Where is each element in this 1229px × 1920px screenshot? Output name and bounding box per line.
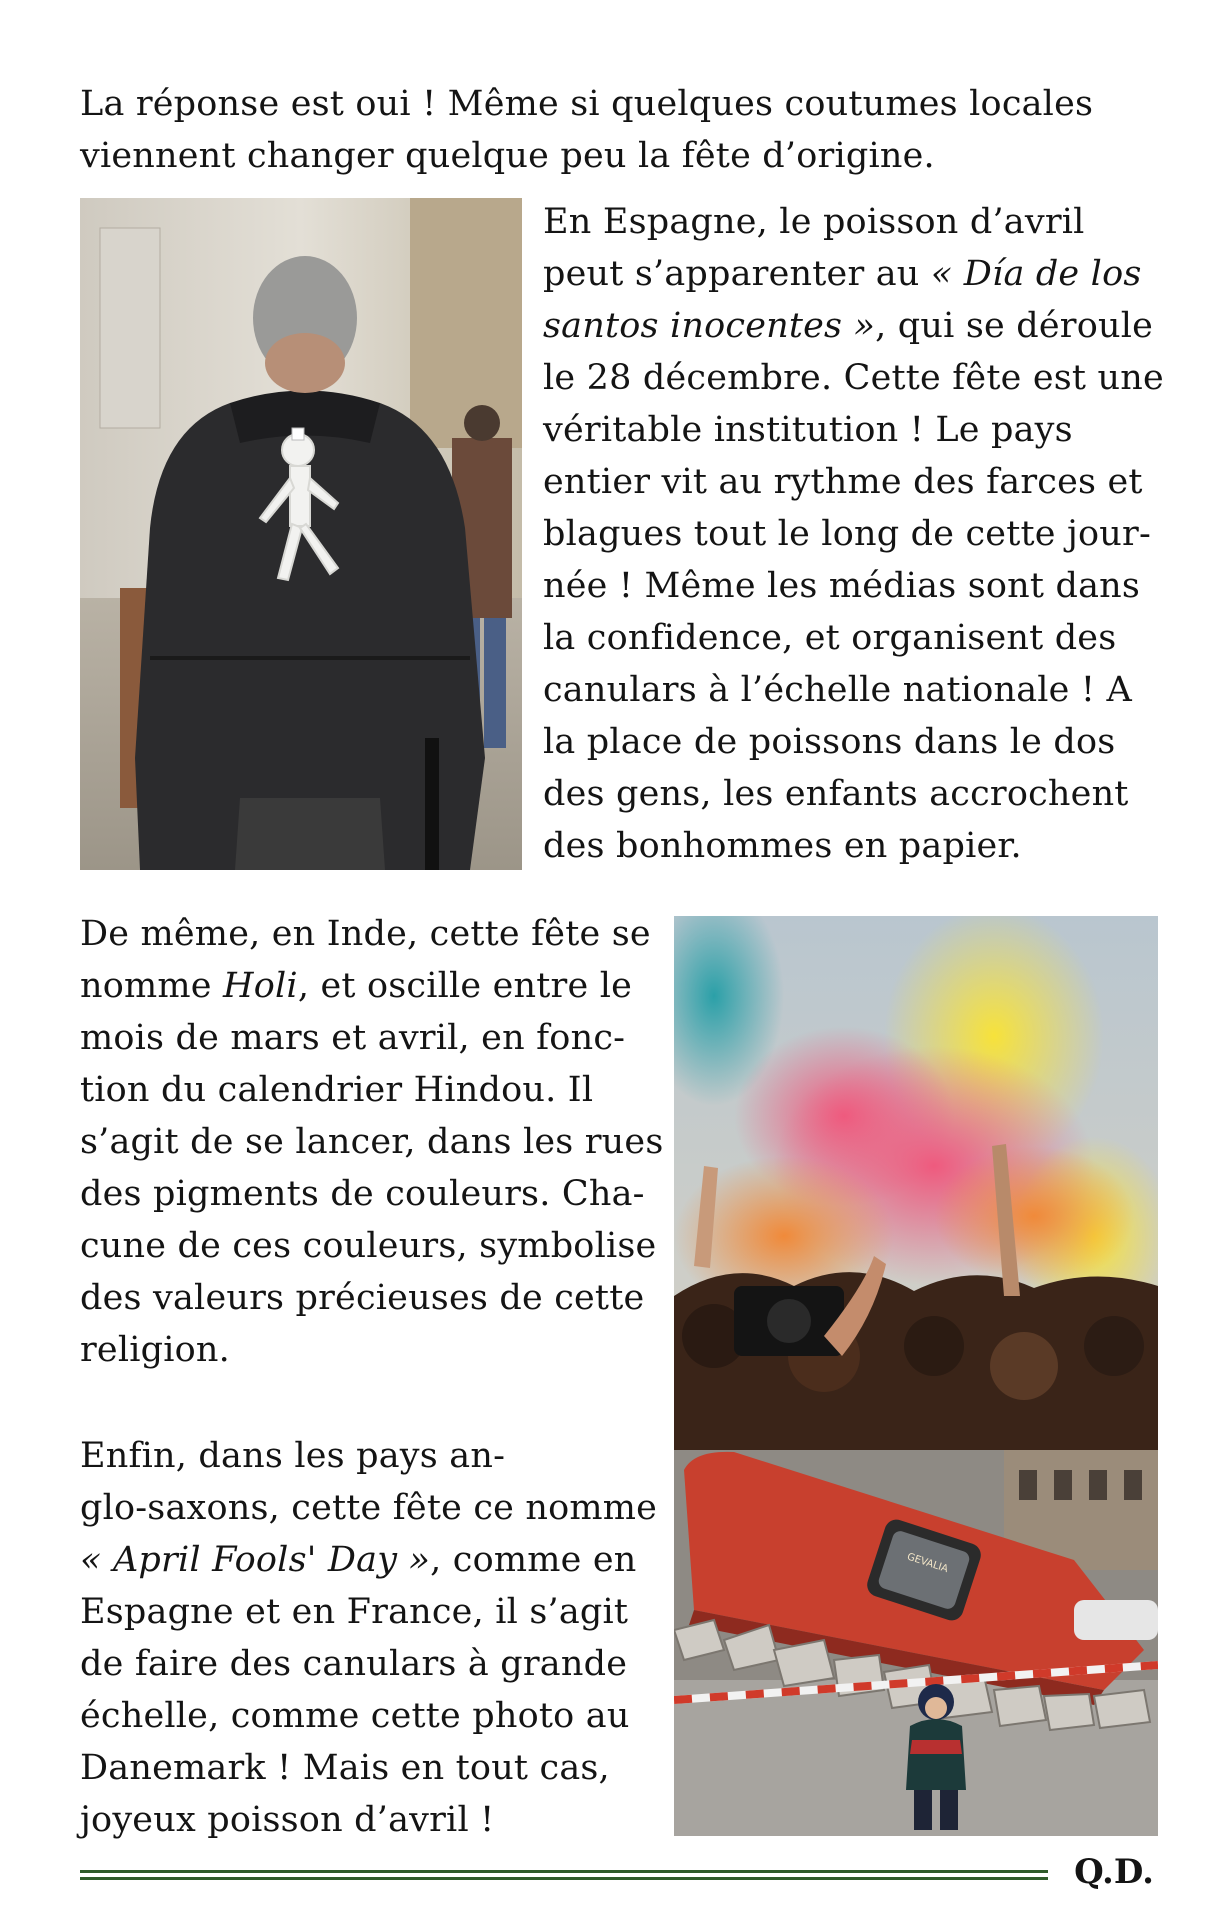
- anglo-line: Espagne et en France, il s’agit: [80, 1592, 629, 1632]
- india-line: tion du calendrier Hindou. Il: [80, 1070, 594, 1110]
- india-line: s’agit de se lancer, dans les rues: [80, 1122, 664, 1162]
- spain-line: des gens, les enfants accrochent: [543, 774, 1129, 814]
- intro-line-2: viennent changer quelque peu la fête d’origine.: [80, 136, 935, 176]
- anglo-line: [80, 1534, 657, 1586]
- spain-line: blagues tout le long de cette jour-: [543, 514, 1151, 554]
- spain-event-name: santos inocentes »: [543, 306, 876, 346]
- anglo-line: joyeux poisson d’avril !: [80, 1800, 495, 1840]
- anglo-line: Enfin, dans les pays an-: [80, 1436, 506, 1476]
- india-line: cune de ces couleurs, symbolise: [80, 1226, 657, 1266]
- anglo-line: glo-saxons, cette fête ce nomme: [80, 1488, 658, 1528]
- spain-event-name: « Día de los: [930, 254, 1142, 294]
- anglo-line-text: , comme en: [430, 1540, 637, 1580]
- spain-line: la place de poissons dans le dos: [543, 722, 1116, 762]
- spain-line: En Espagne, le poisson d’avril: [543, 202, 1085, 242]
- anglo-paragraph: [80, 1430, 657, 1846]
- photo-holi-festival: [674, 916, 1158, 1450]
- intro-paragraph: [80, 78, 1093, 182]
- anglo-event-name: « April Fools' Day »: [80, 1540, 431, 1580]
- india-line-text: , et oscille entre le: [297, 966, 633, 1006]
- spain-line-text: peut s’apparenter au: [543, 254, 931, 294]
- spain-line: la confidence, et organisent des: [543, 618, 1117, 658]
- photo-truck-prank: [674, 1450, 1158, 1836]
- india-line: religion.: [80, 1330, 230, 1370]
- india-paragraph: [80, 908, 663, 1376]
- spain-line: le 28 décembre. Cette fête est une: [543, 358, 1164, 398]
- footer-rule-top: [80, 1870, 1048, 1873]
- truck-sign-text: GEVALIA: [905, 1551, 950, 1576]
- spain-line: née ! Même les médias sont dans: [543, 566, 1141, 606]
- india-event-name: Holi: [223, 966, 298, 1006]
- anglo-line: Danemark ! Mais en tout cas,: [80, 1748, 610, 1788]
- spain-line-text: , qui se déroule: [875, 306, 1154, 346]
- spain-line: [543, 300, 1164, 352]
- india-line: des pigments de couleurs. Cha-: [80, 1174, 645, 1214]
- spain-paragraph: [543, 196, 1164, 872]
- spain-line: des bonhommes en papier.: [543, 826, 1022, 866]
- photo-man-paper-figure: [80, 198, 522, 870]
- spain-line: [543, 248, 1164, 300]
- india-line: De même, en Inde, cette fête se: [80, 914, 651, 954]
- india-line: mois de mars et avril, en fonc-: [80, 1018, 626, 1058]
- india-line: [80, 960, 663, 1012]
- anglo-line: de faire des canulars à grande: [80, 1644, 628, 1684]
- spain-line: véritable institution ! Le pays: [543, 410, 1073, 450]
- spain-line: entier vit au rythme des farces et: [543, 462, 1143, 502]
- footer-rule-bottom: [80, 1877, 1048, 1880]
- anglo-line: échelle, comme cette photo au: [80, 1696, 630, 1736]
- spain-line: canulars à l’échelle nationale ! A: [543, 670, 1132, 710]
- intro-line-1: La réponse est oui ! Même si quelques coutumes locales: [80, 84, 1094, 124]
- india-line-text: nomme: [80, 966, 224, 1006]
- india-line: des valeurs précieuses de cette: [80, 1278, 645, 1318]
- author-signature: Q.D.: [1074, 1852, 1154, 1892]
- footer-double-rule: [80, 1870, 1048, 1880]
